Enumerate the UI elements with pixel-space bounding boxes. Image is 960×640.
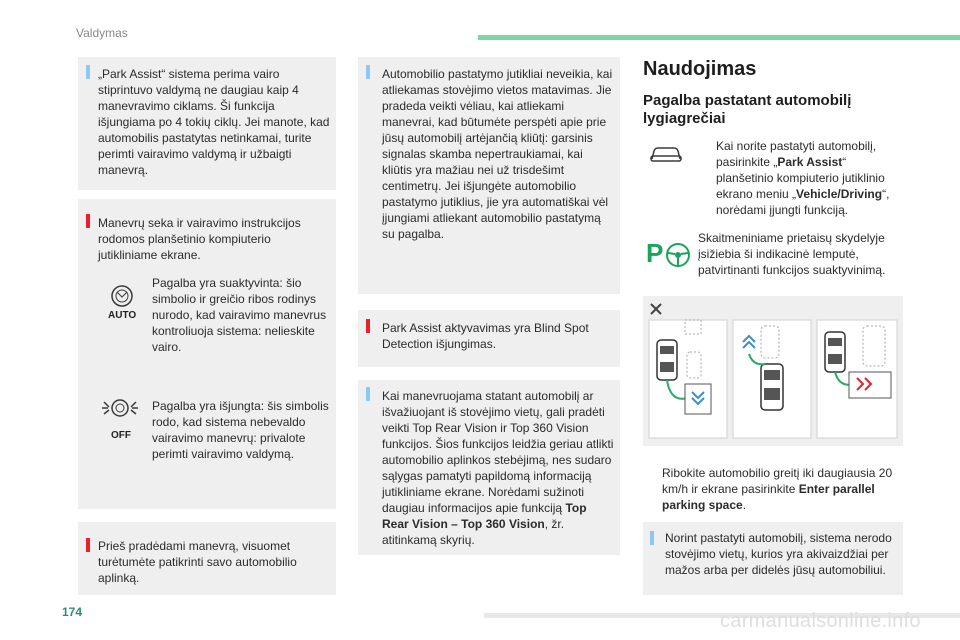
parallel-parking-diagram xyxy=(643,296,903,446)
step2-text xyxy=(662,465,910,513)
off-label: OFF xyxy=(111,430,131,441)
info-marker-4 xyxy=(650,531,654,545)
step1-text-c: “ planšetinio kompiuterio jutiklinio ekrano meniu „ xyxy=(716,155,885,201)
blind-spot-text: Park Assist aktyvavimas yra Blind Spot Detection išjungimas. xyxy=(382,321,589,351)
warning-marker xyxy=(86,214,90,228)
warning-marker-2 xyxy=(86,538,90,552)
warning-text-2: Prieš pradėdami manevrą, visuomet turėtumėte patikrinti savo automobilio aplinką. xyxy=(98,539,297,585)
space-size-text: Norint pastatyti automobilį, sistema nerodo stovėjimo vietų, kurios yra akivaizdžiai per mažos arba per didelės jūsų automobiliui. xyxy=(665,531,892,577)
indicator-letter-p: P xyxy=(646,238,664,268)
info-marker-3 xyxy=(366,387,370,401)
step1-text xyxy=(716,138,906,218)
step1-text-e: “, norėdami įjungti funkciją. xyxy=(716,187,890,217)
enter-parallel-parking-label: Enter parallel parking space xyxy=(662,482,875,512)
top-vision-text xyxy=(382,388,614,548)
page-number: 174 xyxy=(62,605,83,619)
top-vision-link-text: Top Rear Vision – Top 360 Vision xyxy=(382,501,587,531)
section-title: Valdymas xyxy=(76,26,128,40)
park-assist-menu-label: Park Assist xyxy=(777,155,843,169)
warning-text: Manevrų seka ir vairavimo instrukcijos rodomos planšetinio kompiuterio jutikliniame ekrane. xyxy=(98,216,301,262)
section-accent-bar xyxy=(478,35,960,40)
step2-text-a: Ribokite automobilio greitį iki daugiausia 20 km/h ir ekrane pasirinkite xyxy=(662,466,893,496)
auto-description: Pagalba yra suaktyvinta: šio simbolio ir greičio ribos rodinys nurodo, kad vairavimo manevrus kontroliuoja sistema: nelieskite vairo. xyxy=(152,276,327,354)
section-heading: Naudojimas xyxy=(643,58,757,80)
watermark: carmanualsonline.info xyxy=(720,610,921,632)
info-text: „Park Assist“ sistema perima vairo stiprintuvo valdymą ne daugiau kaip 4 manevravimo ciklams. Ši funkcija išjungiama po 4 tokių ciklų. Jei manote, kad automobilis pastatytas netinkamai, turite perimti vairavimo valdymą ir užbaigti manevrą. xyxy=(98,67,330,177)
car-icon xyxy=(649,143,683,165)
step2-text-c: . xyxy=(742,498,747,512)
info-marker-2 xyxy=(366,65,370,79)
vehicle-driving-menu-label: Vehicle/Driving xyxy=(796,187,883,201)
top-vision-text-prefix: Kai manevruojama statant automobilį ar išvažiuojant iš stovėjimo vietų, gali pradėti veikti Top Rear Vision ir Top 360 Vision funkcijos. Šios funkcijos leidžia geriau atlikti automobilio aplinkos stebėjimą, nes sudaro sąlygas pamatyti papildomą informaciją jutikliniame ekrane. Norėdami sužinoti daugiau informacijos apie funkciją xyxy=(382,389,614,515)
top-vision-text-suffix: , žr. atitinkamą skyrių. xyxy=(382,517,565,547)
steering-off-icon xyxy=(100,396,140,426)
auto-label: AUTO xyxy=(108,310,137,321)
step1-text-a: Kai norite pastatyti automobilį, pasirinkite „ xyxy=(716,139,877,169)
subheading: Pagalba pastatant automobilį lygiagrečiai xyxy=(643,92,852,127)
close-icon xyxy=(651,304,661,314)
park-assist-indicator-icon xyxy=(646,236,692,270)
off-description: Pagalba yra išjungta: šis simbolis rodo, kad sistema nebevaldo vairavimo manevrų: privalote perimti vairavimo valdymą. xyxy=(152,399,329,461)
info-marker xyxy=(86,65,90,79)
indicator-text: Skaitmeniniame prietaisų skydelyje įsižiebia ši indikacinė lemputė, patvirtinanti funkcijos suaktyvinimą. xyxy=(698,231,886,277)
warning-marker-3 xyxy=(366,319,370,333)
sensors-text: Automobilio pastatymo jutikliai neveikia, kai atliekamas stovėjimo vietos matavimas. Jie pradeda veikti vėliau, kai atliekami manevrai, kad būtumėte perspėti apie prie jūsų automobilį artėjančią kliūtį: garsinis signalas skamba nepertraukiamai, kai kliūtis yra mažiau nei už trisdešimt centimetrų. Jei išjungėte automobilio pastatymo jutiklius, jie yra automatiškai vėl įjungiami atliekant automobilio pastatymą su pagalba. xyxy=(382,67,613,241)
